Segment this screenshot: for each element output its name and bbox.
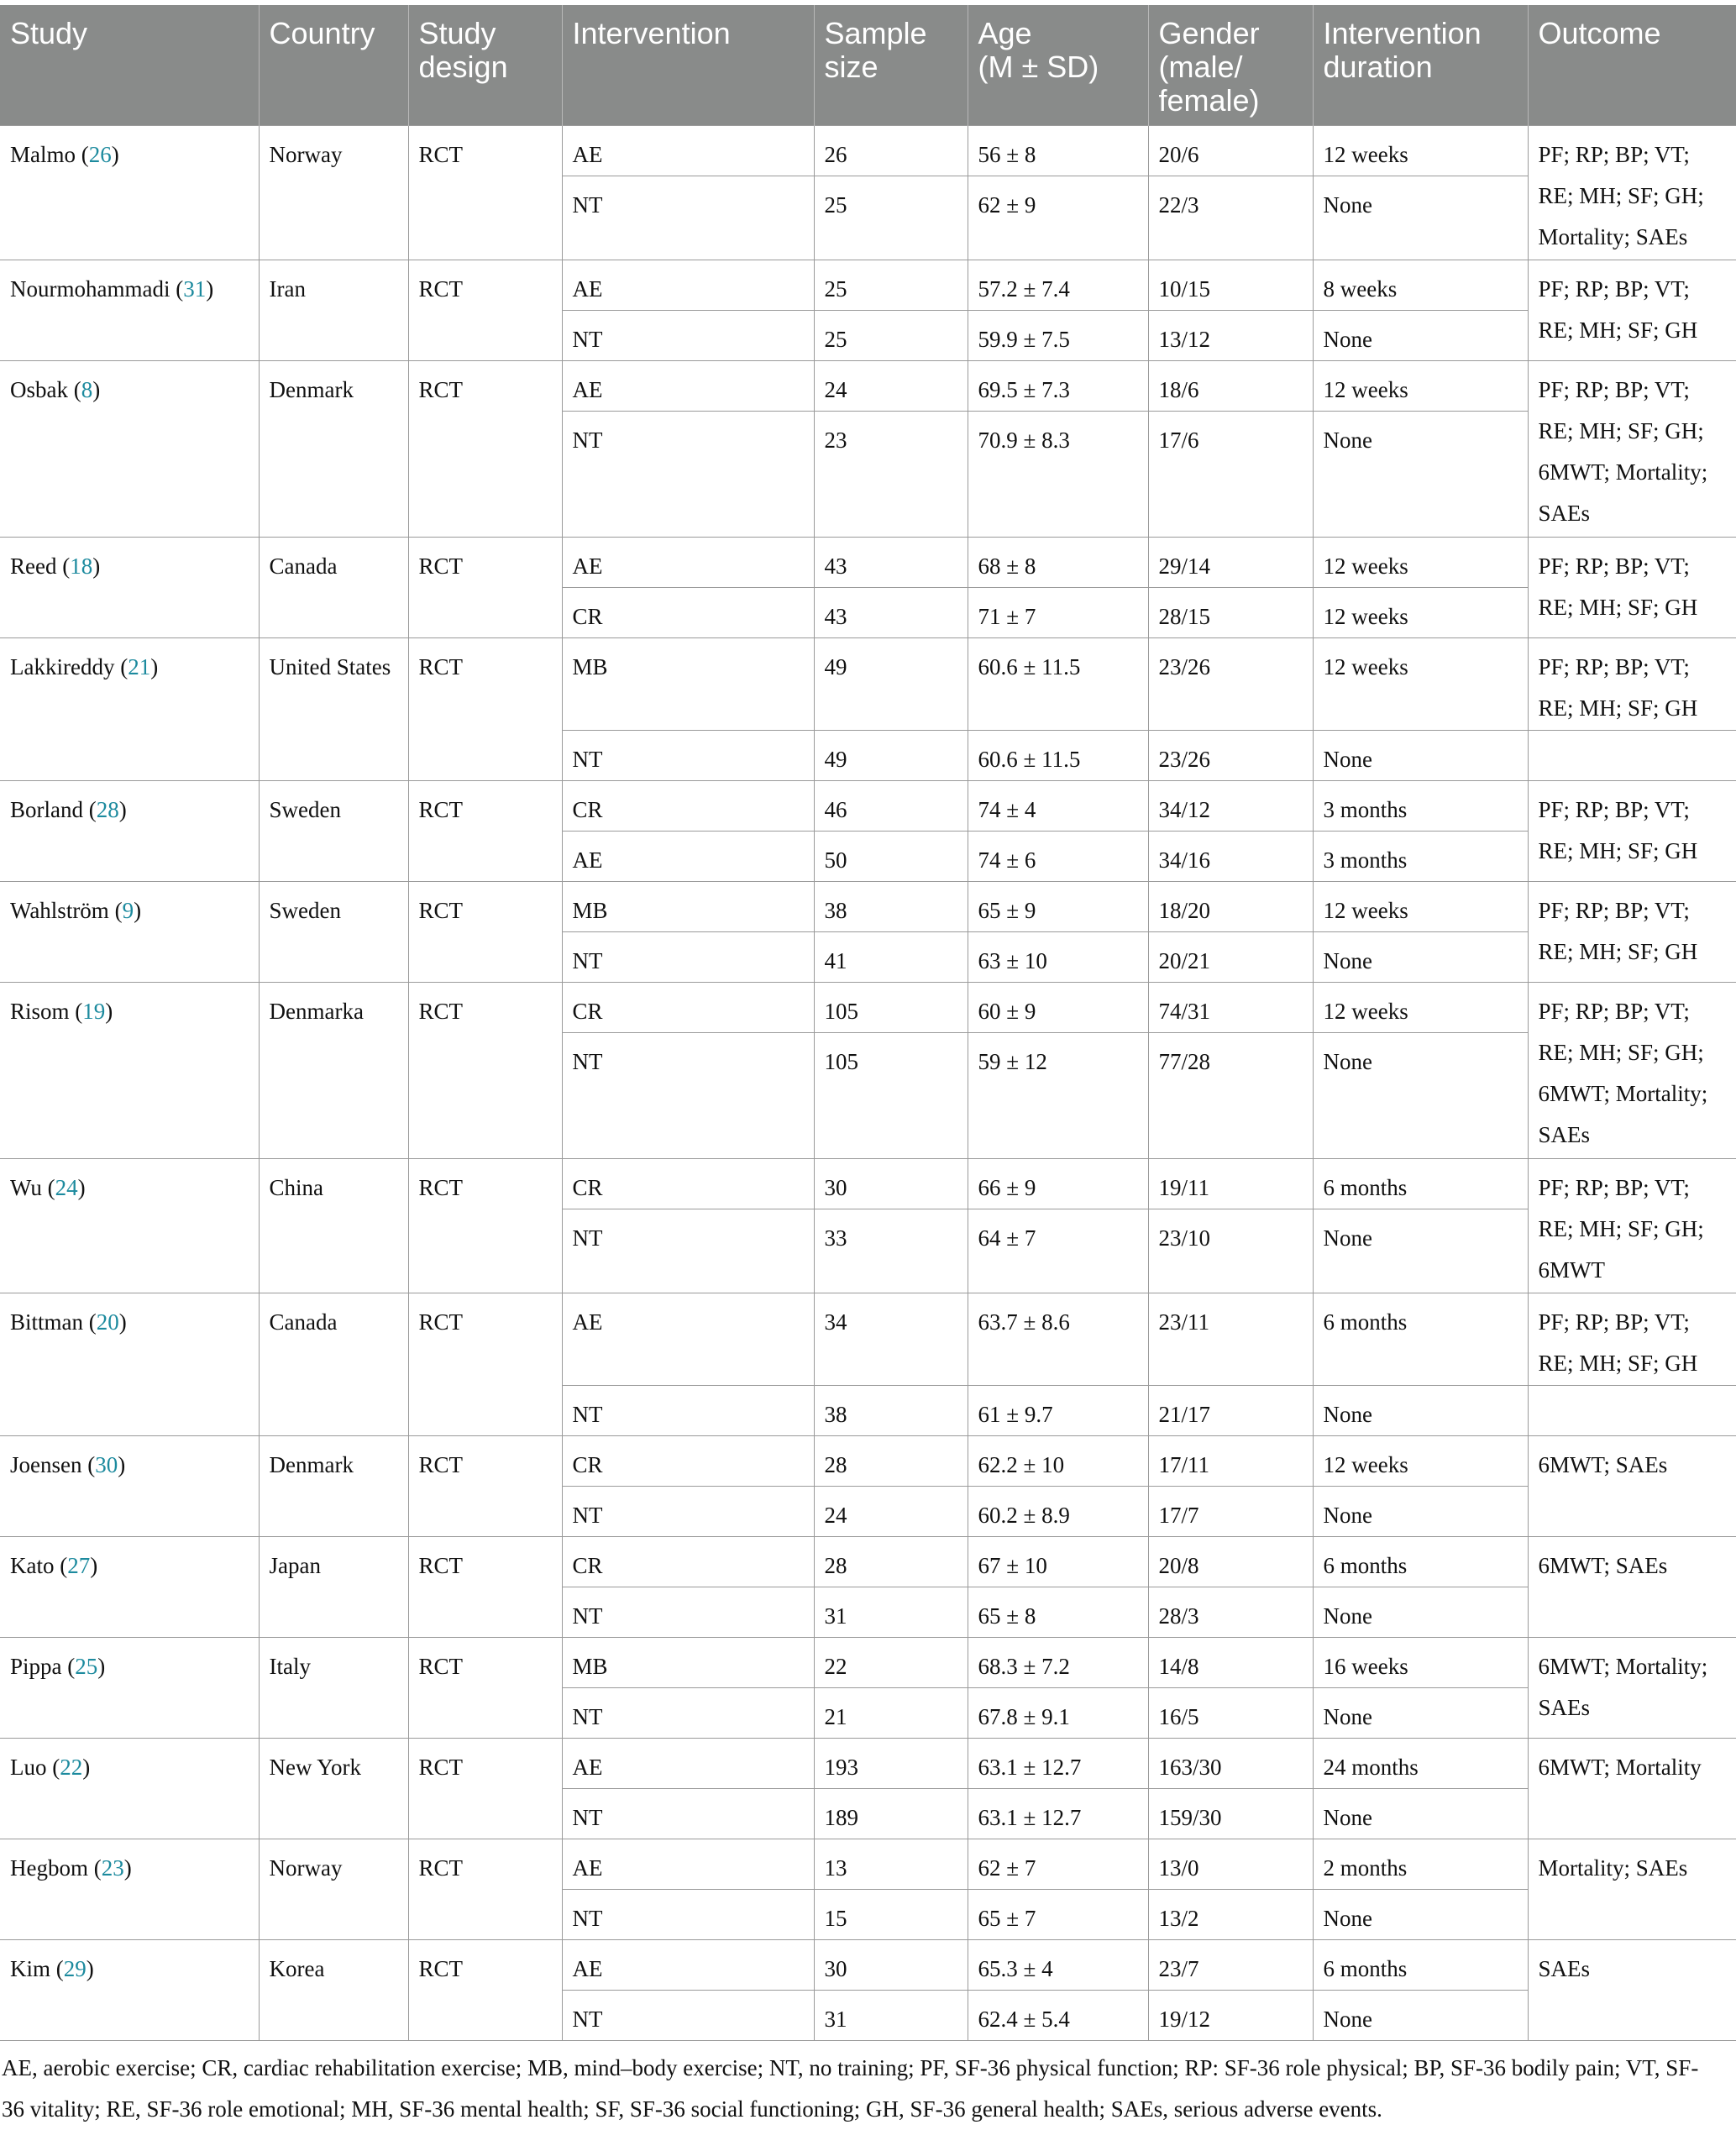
outcome-cell: SAEs	[1528, 1939, 1736, 2040]
sample-size-cell: 105	[814, 1032, 968, 1158]
age-cell: 60.2 ± 8.9	[968, 1486, 1148, 1536]
intervention-cell: AE	[562, 1839, 814, 1889]
duration-cell: 12 weeks	[1313, 537, 1528, 587]
gender-cell: 10/15	[1148, 260, 1313, 310]
duration-cell: 24 months	[1313, 1738, 1528, 1788]
age-cell: 57.2 ± 7.4	[968, 260, 1148, 310]
study-reference-link[interactable]: 9	[122, 897, 134, 923]
study-cell: Reed (18)	[0, 537, 259, 637]
study-reference-link[interactable]: 20	[96, 1309, 119, 1335]
intervention-cell: NT	[562, 411, 814, 537]
age-cell: 65 ± 9	[968, 881, 1148, 931]
table-row	[0, 982, 1736, 1032]
gender-cell: 159/30	[1148, 1788, 1313, 1839]
duration-cell: None	[1313, 931, 1528, 982]
study-design-cell: RCT	[408, 1738, 562, 1839]
duration-cell: 12 weeks	[1313, 881, 1528, 931]
intervention-cell: AE	[562, 1939, 814, 1990]
country-cell: Korea	[259, 1939, 408, 2040]
sample-size-cell: 49	[814, 637, 968, 730]
study-cell: Risom (19)	[0, 982, 259, 1158]
sample-size-cell: 193	[814, 1738, 968, 1788]
age-cell: 63.1 ± 12.7	[968, 1788, 1148, 1839]
duration-cell: 3 months	[1313, 780, 1528, 831]
gender-cell: 20/21	[1148, 931, 1313, 982]
age-cell: 62 ± 9	[968, 176, 1148, 260]
intervention-cell: NT	[562, 1788, 814, 1839]
outcome-cell: 6MWT; SAEs	[1528, 1536, 1736, 1637]
country-cell: Italy	[259, 1637, 408, 1738]
gender-cell: 18/20	[1148, 881, 1313, 931]
study-cell: Bittman (20)	[0, 1293, 259, 1435]
study-cell: Wu (24)	[0, 1158, 259, 1293]
gender-cell: 18/6	[1148, 360, 1313, 411]
sample-size-cell: 38	[814, 881, 968, 931]
intervention-cell: CR	[562, 587, 814, 637]
outcome-cell: PF; RP; BP; VT; RE; MH; SF; GH	[1528, 260, 1736, 360]
age-cell: 56 ± 8	[968, 125, 1148, 176]
intervention-cell: NT	[562, 1209, 814, 1293]
intervention-cell: AE	[562, 125, 814, 176]
age-cell: 65 ± 7	[968, 1889, 1148, 1939]
age-cell: 70.9 ± 8.3	[968, 411, 1148, 537]
duration-cell: None	[1313, 310, 1528, 360]
sample-size-cell: 33	[814, 1209, 968, 1293]
intervention-cell: CR	[562, 1158, 814, 1209]
intervention-cell: CR	[562, 1536, 814, 1587]
duration-cell: 12 weeks	[1313, 587, 1528, 637]
header-age: Age (M ± SD)	[968, 5, 1148, 125]
outcome-cell: PF; RP; BP; VT; RE; MH; SF; GH	[1528, 1293, 1736, 1385]
duration-cell: 12 weeks	[1313, 360, 1528, 411]
study-design-cell: RCT	[408, 1536, 562, 1637]
intervention-cell: AE	[562, 537, 814, 587]
duration-cell: 6 months	[1313, 1939, 1528, 1990]
gender-cell: 23/11	[1148, 1293, 1313, 1385]
study-reference-link[interactable]: 23	[101, 1855, 124, 1881]
intervention-cell: MB	[562, 1637, 814, 1687]
table-row	[0, 637, 1736, 730]
outcome-cell: PF; RP; BP; VT; RE; MH; SF; GH; 6MWT; Mortality; SAEs	[1528, 360, 1736, 537]
duration-cell: None	[1313, 1486, 1528, 1536]
duration-cell: 12 weeks	[1313, 982, 1528, 1032]
table-row	[0, 360, 1736, 411]
table-row	[0, 1839, 1736, 1889]
study-cell: Luo (22)	[0, 1738, 259, 1839]
outcome-cell: 6MWT; SAEs	[1528, 1435, 1736, 1536]
duration-cell: None	[1313, 730, 1528, 780]
gender-cell: 17/6	[1148, 411, 1313, 537]
sample-size-cell: 41	[814, 931, 968, 982]
sample-size-cell: 49	[814, 730, 968, 780]
sample-size-cell: 46	[814, 780, 968, 831]
study-reference-link[interactable]: 29	[63, 1955, 87, 1981]
study-name: Nourmohammadi	[10, 275, 170, 302]
gender-cell: 28/3	[1148, 1587, 1313, 1637]
age-cell: 67 ± 10	[968, 1536, 1148, 1587]
study-name: Kato	[10, 1552, 55, 1578]
outcome-cell: Mortality; SAEs	[1528, 1839, 1736, 1939]
age-cell: 60 ± 9	[968, 982, 1148, 1032]
duration-cell: None	[1313, 1587, 1528, 1637]
duration-cell: 3 months	[1313, 831, 1528, 881]
header-country: Country	[259, 5, 408, 125]
header-gender: Gender (male/ female)	[1148, 5, 1313, 125]
intervention-cell: NT	[562, 1486, 814, 1536]
header-study: Study	[0, 5, 259, 125]
gender-cell: 19/12	[1148, 1990, 1313, 2040]
table-row	[0, 1293, 1736, 1385]
intervention-cell: NT	[562, 176, 814, 260]
table-row	[0, 1738, 1736, 1788]
country-cell: Japan	[259, 1536, 408, 1637]
study-cell: Hegbom (23)	[0, 1839, 259, 1939]
study-design-cell: RCT	[408, 982, 562, 1158]
age-cell: 63.1 ± 12.7	[968, 1738, 1148, 1788]
gender-cell: 77/28	[1148, 1032, 1313, 1158]
age-cell: 60.6 ± 11.5	[968, 730, 1148, 780]
gender-cell: 20/6	[1148, 125, 1313, 176]
header-intervention: Intervention	[562, 5, 814, 125]
outcome-cell-empty	[1528, 1385, 1736, 1435]
intervention-cell: NT	[562, 1032, 814, 1158]
outcome-cell: PF; RP; BP; VT; RE; MH; SF; GH; Mortality; SAEs	[1528, 125, 1736, 260]
sample-size-cell: 24	[814, 1486, 968, 1536]
study-reference-link[interactable]: 28	[96, 796, 119, 822]
table-row	[0, 125, 1736, 176]
study-cell: Joensen (30)	[0, 1435, 259, 1536]
study-cell: Lakkireddy (21)	[0, 637, 259, 780]
age-cell: 68 ± 8	[968, 537, 1148, 587]
country-cell: Norway	[259, 1839, 408, 1939]
gender-cell: 13/2	[1148, 1889, 1313, 1939]
table-row	[0, 1435, 1736, 1486]
sample-size-cell: 21	[814, 1687, 968, 1738]
duration-cell: 6 months	[1313, 1158, 1528, 1209]
study-reference-link[interactable]: 27	[67, 1552, 91, 1578]
study-characteristics-table	[0, 5, 1736, 2041]
gender-cell: 20/8	[1148, 1536, 1313, 1587]
study-name: Osbak	[10, 376, 68, 402]
table-container	[0, 5, 1736, 2041]
table-row	[0, 1536, 1736, 1587]
intervention-cell: CR	[562, 982, 814, 1032]
sample-size-cell: 43	[814, 537, 968, 587]
age-cell: 59 ± 12	[968, 1032, 1148, 1158]
intervention-cell: CR	[562, 1435, 814, 1486]
intervention-cell: AE	[562, 831, 814, 881]
study-reference-link[interactable]: 22	[60, 1754, 83, 1780]
study-name: Hegbom	[10, 1855, 88, 1881]
age-cell: 62.2 ± 10	[968, 1435, 1148, 1486]
duration-cell: None	[1313, 1990, 1528, 2040]
duration-cell: 6 months	[1313, 1536, 1528, 1587]
age-cell: 62.4 ± 5.4	[968, 1990, 1148, 2040]
study-reference-link[interactable]: 21	[128, 653, 151, 679]
country-cell: Canada	[259, 1293, 408, 1435]
intervention-cell: AE	[562, 260, 814, 310]
header-intervention-duration: Intervention duration	[1313, 5, 1528, 125]
duration-cell: 12 weeks	[1313, 125, 1528, 176]
study-design-cell: RCT	[408, 1637, 562, 1738]
sample-size-cell: 25	[814, 310, 968, 360]
header-study-design: Study design	[408, 5, 562, 125]
study-name: Wahlström	[10, 897, 109, 923]
study-reference-link[interactable]: 18	[70, 553, 93, 579]
age-cell: 59.9 ± 7.5	[968, 310, 1148, 360]
duration-cell: None	[1313, 1209, 1528, 1293]
gender-cell: 23/26	[1148, 637, 1313, 730]
sample-size-cell: 22	[814, 1637, 968, 1687]
duration-cell: None	[1313, 1889, 1528, 1939]
duration-cell: 6 months	[1313, 1293, 1528, 1385]
age-cell: 64 ± 7	[968, 1209, 1148, 1293]
gender-cell: 14/8	[1148, 1637, 1313, 1687]
study-reference-link[interactable]: 31	[183, 275, 207, 302]
study-design-cell: RCT	[408, 1293, 562, 1435]
duration-cell: 8 weeks	[1313, 260, 1528, 310]
study-name: Joensen	[10, 1451, 82, 1477]
country-cell: Denmarka	[259, 982, 408, 1158]
country-cell: New York	[259, 1738, 408, 1839]
age-cell: 66 ± 9	[968, 1158, 1148, 1209]
gender-cell: 34/16	[1148, 831, 1313, 881]
table-row	[0, 780, 1736, 831]
table-footnote: AE, aerobic exercise; CR, cardiac rehabilitation exercise; MB, mind–body exercise; NT, no training; PF, SF-36 physical function; RP: SF-36 role physical; BP, SF-36 bodily pain; VT, SF-36 vitality; RE, SF-36 role emotional; MH, SF-36 mental health; SF, SF-36 social functioning; GH, SF-36 general health; SAEs, serious adverse events.	[2, 2055, 1699, 2122]
gender-cell: 34/12	[1148, 780, 1313, 831]
age-cell: 63 ± 10	[968, 931, 1148, 982]
age-cell: 69.5 ± 7.3	[968, 360, 1148, 411]
gender-cell: 29/14	[1148, 537, 1313, 587]
gender-cell: 74/31	[1148, 982, 1313, 1032]
intervention-cell: NT	[562, 1687, 814, 1738]
study-design-cell: RCT	[408, 537, 562, 637]
intervention-cell: NT	[562, 1990, 814, 2040]
study-cell: Wahlström (9)	[0, 881, 259, 982]
duration-cell: None	[1313, 411, 1528, 537]
intervention-cell: CR	[562, 780, 814, 831]
intervention-cell: NT	[562, 1587, 814, 1637]
gender-cell: 19/11	[1148, 1158, 1313, 1209]
study-reference-link[interactable]: 25	[75, 1653, 98, 1679]
gender-cell: 23/26	[1148, 730, 1313, 780]
study-design-cell: RCT	[408, 637, 562, 780]
study-name: Reed	[10, 553, 57, 579]
study-design-cell: RCT	[408, 1839, 562, 1939]
study-reference-link[interactable]: 8	[81, 376, 93, 402]
intervention-cell: NT	[562, 1385, 814, 1435]
study-cell: Pippa (25)	[0, 1637, 259, 1738]
sample-size-cell: 24	[814, 360, 968, 411]
study-cell: Kato (27)	[0, 1536, 259, 1637]
sample-size-cell: 38	[814, 1385, 968, 1435]
intervention-cell: NT	[562, 931, 814, 982]
duration-cell: 12 weeks	[1313, 637, 1528, 730]
sample-size-cell: 30	[814, 1939, 968, 1990]
sample-size-cell: 31	[814, 1587, 968, 1637]
outcome-cell: 6MWT; Mortality; SAEs	[1528, 1637, 1736, 1738]
country-cell: Iran	[259, 260, 408, 360]
intervention-cell: AE	[562, 1293, 814, 1385]
intervention-cell: NT	[562, 310, 814, 360]
gender-cell: 163/30	[1148, 1738, 1313, 1788]
study-design-cell: RCT	[408, 1939, 562, 2040]
gender-cell: 13/0	[1148, 1839, 1313, 1889]
study-name: Lakkireddy	[10, 653, 115, 679]
age-cell: 62 ± 7	[968, 1839, 1148, 1889]
study-name: Luo	[10, 1754, 47, 1780]
age-cell: 61 ± 9.7	[968, 1385, 1148, 1435]
study-reference-link[interactable]: 24	[55, 1174, 78, 1200]
table-row	[0, 1939, 1736, 1990]
age-cell: 65.3 ± 4	[968, 1939, 1148, 1990]
intervention-cell: MB	[562, 637, 814, 730]
gender-cell: 28/15	[1148, 587, 1313, 637]
study-cell: Osbak (8)	[0, 360, 259, 537]
country-cell: Denmark	[259, 1435, 408, 1536]
sample-size-cell: 23	[814, 411, 968, 537]
table-row	[0, 1637, 1736, 1687]
intervention-cell: NT	[562, 1889, 814, 1939]
table-row	[0, 537, 1736, 587]
study-design-cell: RCT	[408, 881, 562, 982]
table-body	[0, 125, 1736, 2040]
age-cell: 67.8 ± 9.1	[968, 1687, 1148, 1738]
country-cell: Denmark	[259, 360, 408, 537]
outcome-cell: PF; RP; BP; VT; RE; MH; SF; GH	[1528, 780, 1736, 881]
country-cell: Norway	[259, 125, 408, 260]
study-name: Malmo	[10, 141, 76, 167]
sample-size-cell: 31	[814, 1990, 968, 2040]
study-design-cell: RCT	[408, 1158, 562, 1293]
duration-cell: None	[1313, 176, 1528, 260]
duration-cell: None	[1313, 1788, 1528, 1839]
table-row	[0, 260, 1736, 310]
age-cell: 63.7 ± 8.6	[968, 1293, 1148, 1385]
study-reference-link[interactable]: 30	[95, 1451, 118, 1477]
outcome-cell-empty	[1528, 730, 1736, 780]
age-cell: 71 ± 7	[968, 587, 1148, 637]
gender-cell: 17/11	[1148, 1435, 1313, 1486]
country-cell: Sweden	[259, 780, 408, 881]
sample-size-cell: 34	[814, 1293, 968, 1385]
sample-size-cell: 28	[814, 1435, 968, 1486]
study-name: Borland	[10, 796, 83, 822]
sample-size-cell: 13	[814, 1839, 968, 1889]
sample-size-cell: 28	[814, 1536, 968, 1587]
country-cell: China	[259, 1158, 408, 1293]
outcome-cell: PF; RP; BP; VT; RE; MH; SF; GH	[1528, 537, 1736, 637]
age-cell: 65 ± 8	[968, 1587, 1148, 1637]
study-design-cell: RCT	[408, 125, 562, 260]
study-name: Risom	[10, 998, 70, 1024]
country-cell: Sweden	[259, 881, 408, 982]
study-design-cell: RCT	[408, 780, 562, 881]
duration-cell: None	[1313, 1385, 1528, 1435]
gender-cell: 22/3	[1148, 176, 1313, 260]
duration-cell: 16 weeks	[1313, 1637, 1528, 1687]
study-name: Kim	[10, 1955, 51, 1981]
outcome-cell: 6MWT; Mortality	[1528, 1738, 1736, 1839]
study-design-cell: RCT	[408, 1435, 562, 1536]
table-row	[0, 881, 1736, 931]
sample-size-cell: 26	[814, 125, 968, 176]
outcome-cell: PF; RP; BP; VT; RE; MH; SF; GH; 6MWT	[1528, 1158, 1736, 1293]
sample-size-cell: 189	[814, 1788, 968, 1839]
study-name: Pippa	[10, 1653, 62, 1679]
sample-size-cell: 30	[814, 1158, 968, 1209]
study-cell: Nourmohammadi (31)	[0, 260, 259, 360]
sample-size-cell: 105	[814, 982, 968, 1032]
study-cell: Malmo (26)	[0, 125, 259, 260]
study-reference-link[interactable]: 19	[82, 998, 106, 1024]
header-row	[0, 5, 1736, 125]
age-cell: 60.6 ± 11.5	[968, 637, 1148, 730]
header-sample-size: Sample size	[814, 5, 968, 125]
gender-cell: 23/10	[1148, 1209, 1313, 1293]
duration-cell: 2 months	[1313, 1839, 1528, 1889]
age-cell: 74 ± 6	[968, 831, 1148, 881]
gender-cell: 21/17	[1148, 1385, 1313, 1435]
duration-cell: None	[1313, 1032, 1528, 1158]
sample-size-cell: 43	[814, 587, 968, 637]
intervention-cell: MB	[562, 881, 814, 931]
table-row	[0, 1158, 1736, 1209]
intervention-cell: NT	[562, 730, 814, 780]
age-cell: 74 ± 4	[968, 780, 1148, 831]
outcome-cell: PF; RP; BP; VT; RE; MH; SF; GH	[1528, 881, 1736, 982]
outcome-cell: PF; RP; BP; VT; RE; MH; SF; GH; 6MWT; Mortality; SAEs	[1528, 982, 1736, 1158]
country-cell: Canada	[259, 537, 408, 637]
sample-size-cell: 15	[814, 1889, 968, 1939]
sample-size-cell: 25	[814, 176, 968, 260]
age-cell: 68.3 ± 7.2	[968, 1637, 1148, 1687]
study-design-cell: RCT	[408, 260, 562, 360]
outcome-cell: PF; RP; BP; VT; RE; MH; SF; GH	[1528, 637, 1736, 730]
study-cell: Borland (28)	[0, 780, 259, 881]
gender-cell: 16/5	[1148, 1687, 1313, 1738]
intervention-cell: AE	[562, 1738, 814, 1788]
gender-cell: 23/7	[1148, 1939, 1313, 1990]
study-name: Bittman	[10, 1309, 83, 1335]
study-name: Wu	[10, 1174, 42, 1200]
sample-size-cell: 50	[814, 831, 968, 881]
study-design-cell: RCT	[408, 360, 562, 537]
sample-size-cell: 25	[814, 260, 968, 310]
study-reference-link[interactable]: 26	[88, 141, 112, 167]
country-cell: United States	[259, 637, 408, 780]
gender-cell: 17/7	[1148, 1486, 1313, 1536]
intervention-cell: AE	[562, 360, 814, 411]
gender-cell: 13/12	[1148, 310, 1313, 360]
study-cell: Kim (29)	[0, 1939, 259, 2040]
header-outcome: Outcome	[1528, 5, 1736, 125]
duration-cell: 12 weeks	[1313, 1435, 1528, 1486]
duration-cell: None	[1313, 1687, 1528, 1738]
